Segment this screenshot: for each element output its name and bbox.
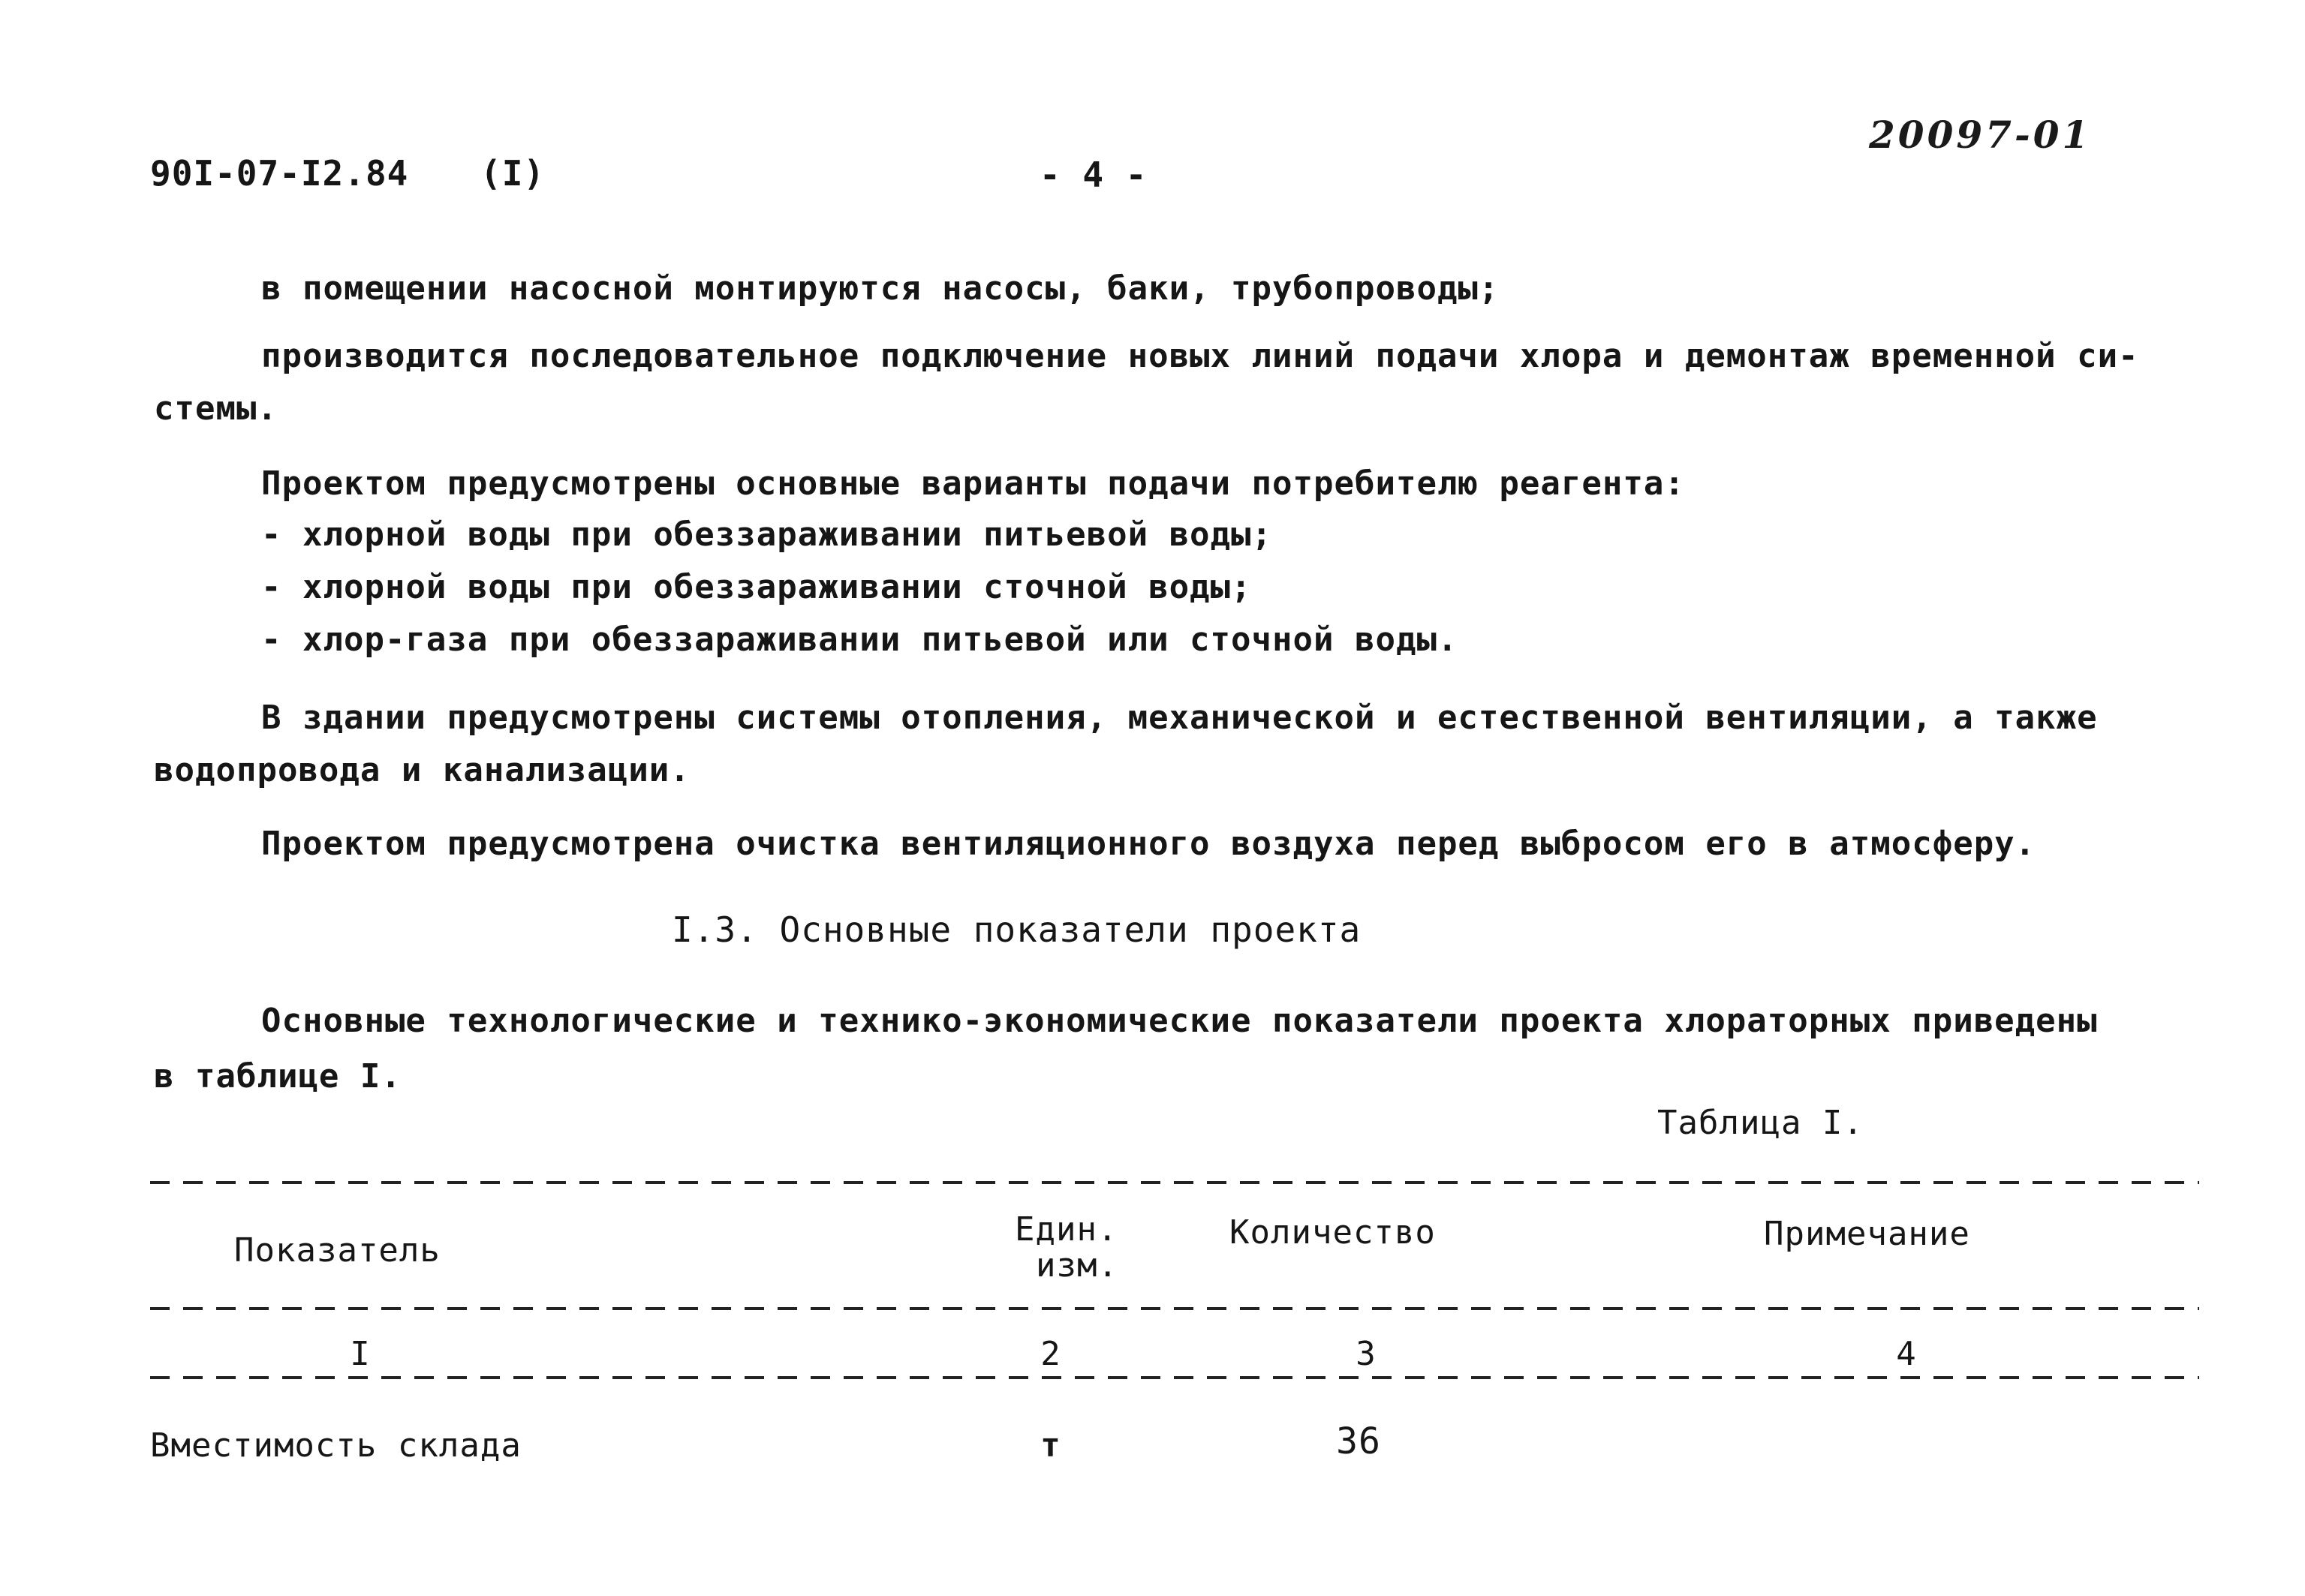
header-note: Примечание xyxy=(1764,1215,1970,1253)
body-line-4a: В здании предусмотрены системы отопления, механической и естественной вентиляции, а также xyxy=(261,699,2098,737)
header-unit-line2: изм. xyxy=(1036,1246,1118,1285)
column-number-2: 2 xyxy=(1040,1335,1061,1373)
body-line-1: в помещении насосной монтируются насосы, баки, трубопроводы; xyxy=(261,269,1500,308)
list-item-2: - хлорной воды при обеззараживании сточной воды; xyxy=(261,568,1252,606)
table-caption: Таблица I. xyxy=(1657,1104,1864,1142)
document-code: 90I-07-I2.84 xyxy=(150,153,409,194)
row-unit: т xyxy=(1040,1426,1061,1465)
body-line-5: Проектом предусмотрена очистка вентиляционного воздуха перед выбросом его в атмосферу. xyxy=(261,825,2036,863)
body-line-3: Проектом предусмотрены основные варианты подачи потребителю реагента: xyxy=(261,464,1685,503)
body-line-6a: Основные технологические и технико-экономические показатели проекта хлораторных приведены xyxy=(261,1002,2098,1040)
column-number-1: I xyxy=(350,1335,371,1373)
document-part: (I) xyxy=(480,153,546,194)
body-line-6b: в таблице I. xyxy=(154,1057,402,1096)
column-number-3: 3 xyxy=(1356,1335,1377,1373)
list-item-1: - хлорной воды при обеззараживании питьевой воды; xyxy=(261,515,1273,554)
body-line-4b: водопровода и канализации. xyxy=(154,751,691,789)
list-item-3: - хлор-газа при обеззараживании питьевой или сточной воды. xyxy=(261,621,1458,659)
section-title: I.3. Основные показатели проекта xyxy=(672,909,1362,950)
page-number: - 4 - xyxy=(1040,155,1148,195)
table-rule-top xyxy=(150,1181,2199,1184)
handwritten-stamp: 20097-01 xyxy=(1869,113,2092,157)
body-line-2a: производится последовательное подключение новых линий подачи хлора и демонтаж временной си- xyxy=(261,337,2139,375)
table-rule-numbers xyxy=(150,1376,2199,1379)
header-indicator: Показатель xyxy=(234,1231,441,1270)
header-unit-line1: Един. xyxy=(1015,1210,1118,1249)
row-quantity: 36 xyxy=(1336,1420,1381,1462)
column-number-4: 4 xyxy=(1896,1335,1917,1373)
body-line-2b: стемы. xyxy=(154,389,278,428)
row-indicator: Вместимость склада xyxy=(150,1426,522,1465)
header-quantity: Количество xyxy=(1229,1213,1436,1252)
table-rule-header xyxy=(150,1307,2199,1310)
